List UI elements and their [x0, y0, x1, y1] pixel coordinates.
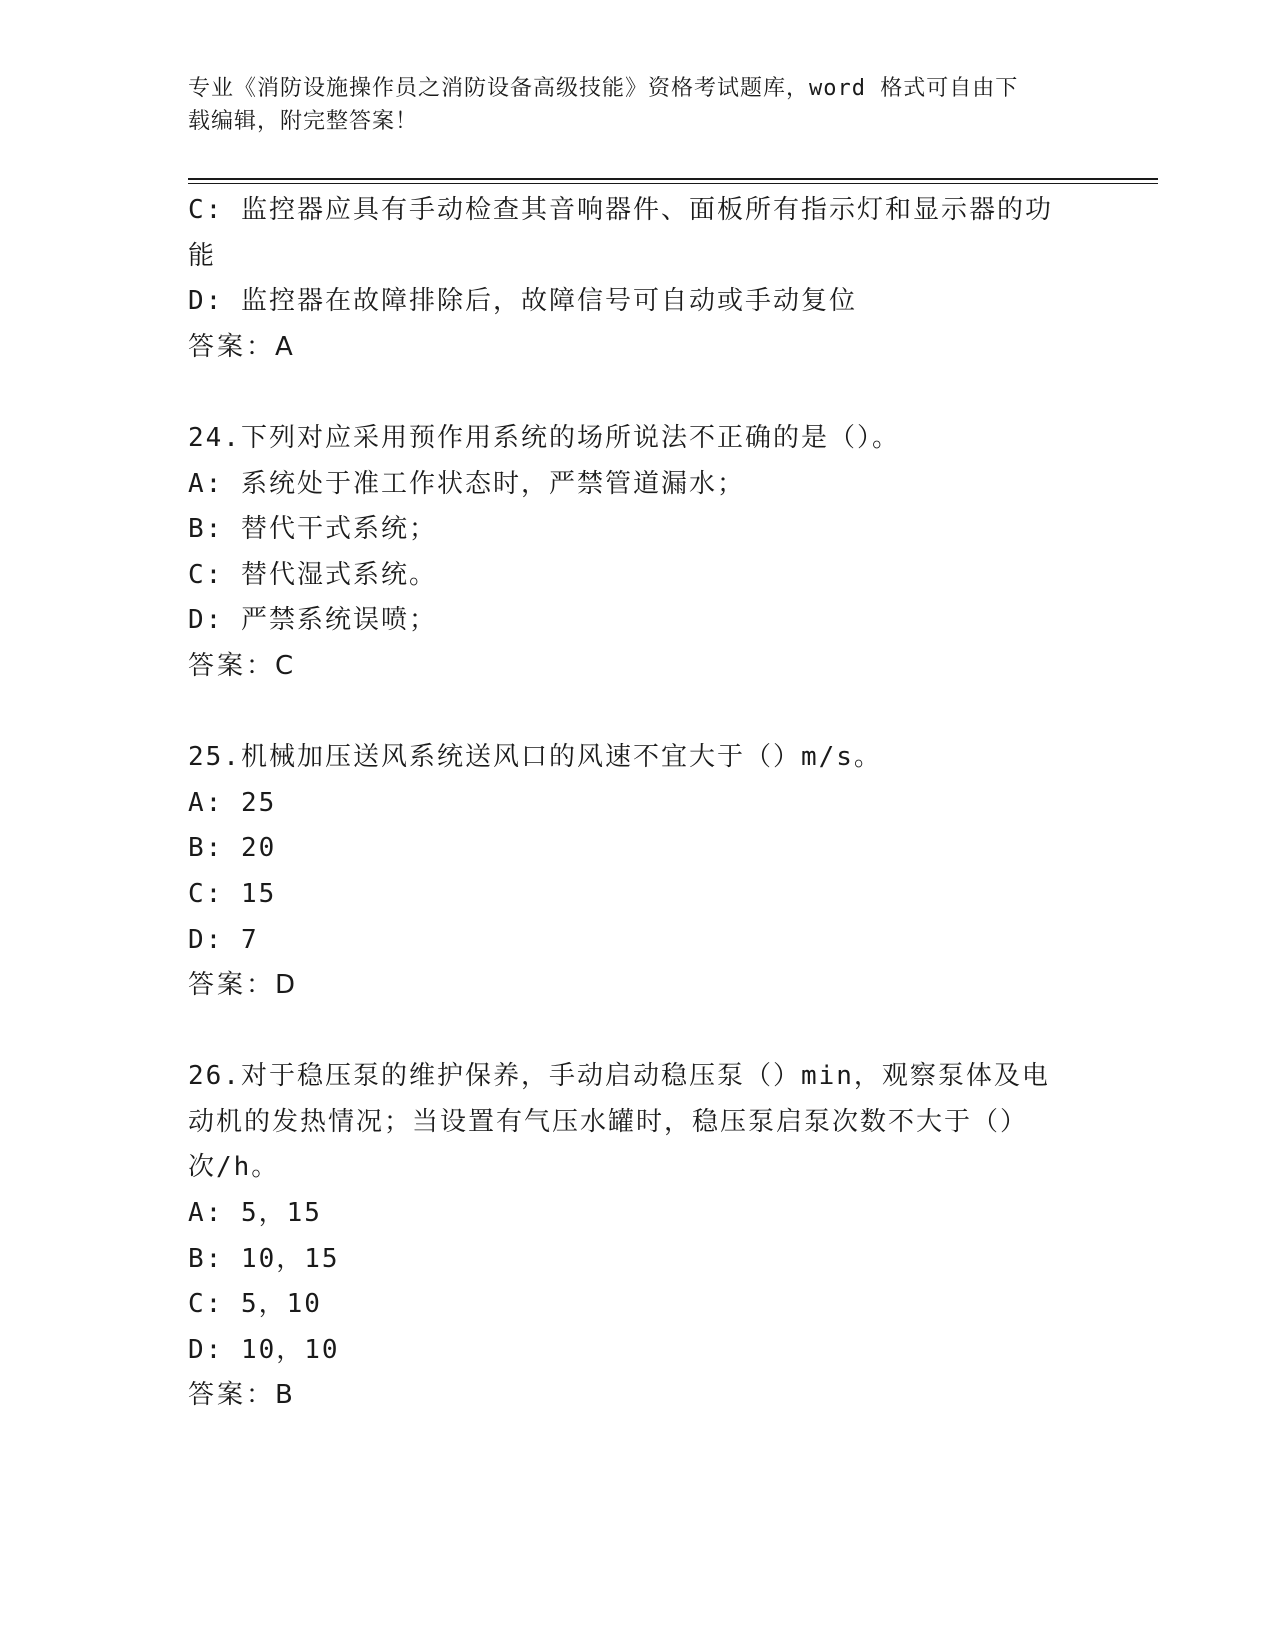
document-header: [188, 72, 1088, 138]
question-stem-wrap: 动机的发热情况；当设置有气压水罐时，稳压泵启泵次数不大于（）: [188, 1106, 1029, 1137]
answer-line: 答案：C: [188, 650, 297, 681]
question-stem: 24.下列对应采用预作用系统的场所说法不正确的是（）。: [188, 422, 900, 453]
question-stem: 26.对于稳压泵的维护保养，手动启动稳压泵（）min，观察泵体及电: [188, 1061, 1050, 1092]
option-c: C: 监控器应具有手动检查其音响器件、面板所有指示灯和显示器的功: [188, 195, 1053, 225]
question-list: [188, 188, 1088, 1419]
option-b: B: 10，15: [188, 1243, 340, 1274]
answer-line: 答案：B: [188, 1380, 296, 1411]
header-line: 专业《消防设施操作员之消防设备高级技能》资格考试题库，word 格式可自由下: [188, 76, 1019, 101]
option-c: C: 15: [188, 878, 277, 909]
header-line: 载编辑，附完整答案！: [188, 109, 419, 134]
header-divider-thin: [188, 183, 1158, 184]
option-a: A: 系统处于准工作状态时，严禁管道漏水；: [188, 468, 745, 499]
header-divider-thick: [188, 178, 1158, 180]
answer-line: 答案：A: [188, 331, 296, 362]
question-stem-wrap: 次/h。: [188, 1152, 280, 1183]
option-a: A: 25: [188, 787, 277, 818]
option-b: B: 20: [188, 833, 277, 864]
question-25: [188, 735, 1088, 1009]
option-b: B: 替代干式系统；: [188, 514, 437, 545]
option-d: D: 监控器在故障排除后，故障信号可自动或手动复位: [188, 286, 857, 317]
option-d: D: 严禁系统误喷；: [188, 605, 437, 636]
option-c: C: 替代湿式系统。: [188, 559, 437, 590]
question-stem: 25.机械加压送风系统送风口的风速不宜大于（）m/s。: [188, 742, 882, 773]
option-a: A: 5，15: [188, 1198, 322, 1229]
answer-line: 答案：D: [188, 970, 299, 1001]
question-26: [188, 1054, 1088, 1419]
option-d: D: 7: [188, 924, 259, 955]
question-24: [188, 416, 1088, 690]
option-c-wrap: 能: [188, 240, 217, 271]
question-23-continued: [188, 188, 1088, 370]
option-d: D: 10，10: [188, 1334, 340, 1365]
option-c: C: 5，10: [188, 1289, 322, 1320]
